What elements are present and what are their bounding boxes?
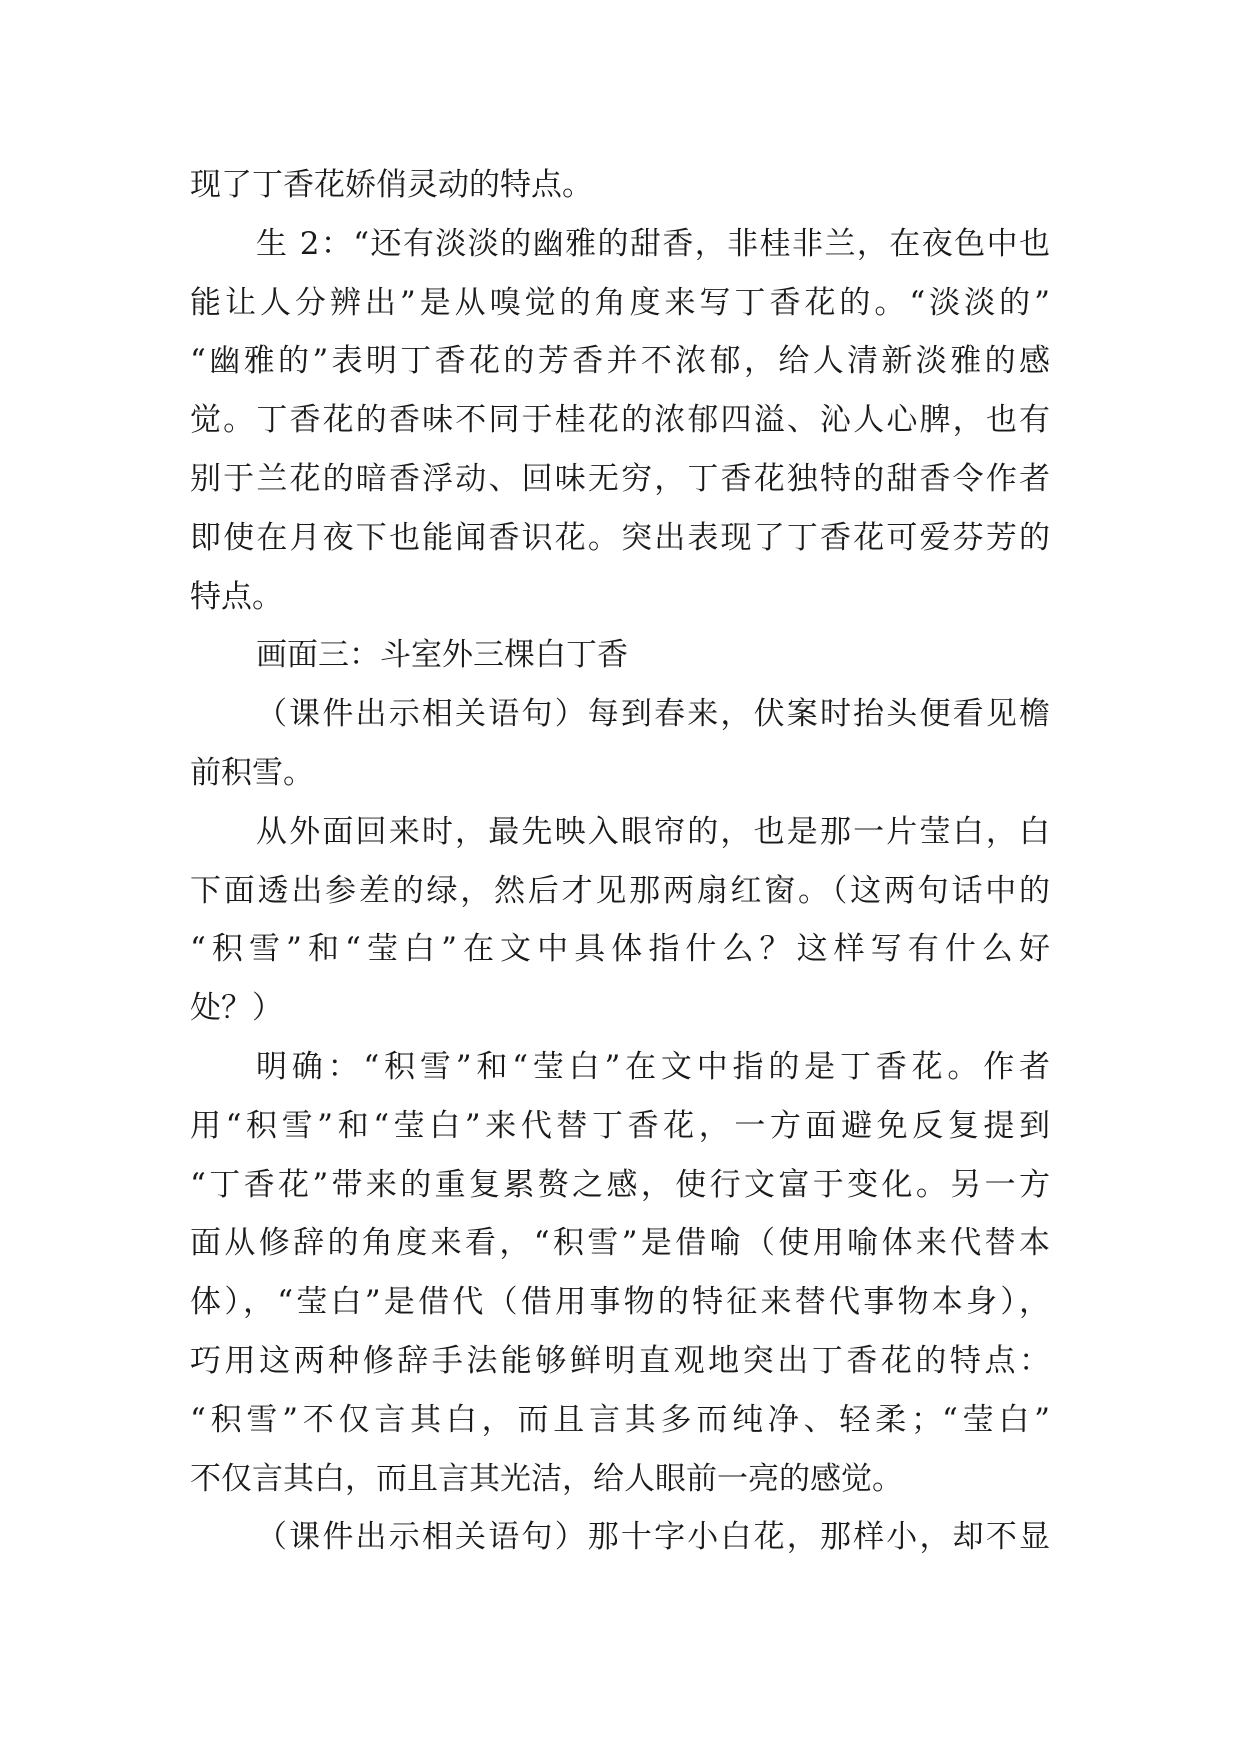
paragraph-first-line: 明确：“积雪”和“莹白”在文中指的是丁香花。作者 xyxy=(256,1048,1050,1085)
paragraph-line: “积雪”和“莹白”在文中具体指什么？这样写有什么好 xyxy=(190,931,1050,968)
paragraph-line: “丁香花”带来的重复累赘之感，使行文富于变化。另一方 xyxy=(190,1166,1050,1203)
paragraph-line: 觉。丁香花的香味不同于桂花的浓郁四溢、沁人心脾，也有 xyxy=(190,402,1050,439)
paragraph-line: 前积雪。 xyxy=(190,754,314,791)
paragraph-line: 现了丁香花娇俏灵动的特点。 xyxy=(190,167,593,203)
paragraph-line: 不仅言其白，而且言其光洁，给人眼前一亮的感觉。 xyxy=(190,1460,903,1497)
paragraph-first-line: （课件出示相关语句）那十字小白花，那样小，却不显 xyxy=(256,1519,1050,1556)
document-body xyxy=(190,156,1050,1567)
paragraph-line: 即使在月夜下也能闻香识花。突出表现了丁香花可爱芬芳的 xyxy=(190,519,1050,556)
paragraph-line: 体），“莹白”是借代（借用事物的特征来替代事物本身）， xyxy=(190,1284,1050,1321)
paragraph-line: 面从修辞的角度来看，“积雪”是借喻（使用喻体来代替本 xyxy=(190,1225,1050,1262)
paragraph-line: “幽雅的”表明丁香花的芳香并不浓郁，给人清新淡雅的感 xyxy=(190,343,1050,380)
paragraph-line: 特点。 xyxy=(190,578,283,615)
paragraph-line: 别于兰花的暗香浮动、回味无穷，丁香花独特的甜香令作者 xyxy=(190,460,1050,497)
paragraph-line: 巧用这两种修辞手法能够鲜明直观地突出丁香花的特点： xyxy=(190,1342,1050,1379)
paragraph-first-line: 画面三：斗室外三棵白丁香 xyxy=(256,637,628,674)
paragraph-first-line: 从外面回来时，最先映入眼帘的，也是那一片莹白，白 xyxy=(256,813,1050,850)
paragraph-first-line: 生 2：“还有淡淡的幽雅的甜香，非桂非兰，在夜色中也 xyxy=(256,225,1050,262)
paragraph-line: 处？） xyxy=(190,990,283,1027)
paragraph-line: 下面透出参差的绿，然后才见那两扇红窗。（这两句话中的 xyxy=(190,872,1050,909)
paragraph-line: 能让人分辨出”是从嗅觉的角度来写丁香花的。“淡淡的” xyxy=(190,284,1050,321)
paragraph-first-line: （课件出示相关语句）每到春来，伏案时抬头便看见檐 xyxy=(256,696,1050,733)
paragraph-line: “积雪”不仅言其白，而且言其多而纯净、轻柔；“莹白” xyxy=(190,1401,1050,1438)
paragraph-line: 用“积雪”和“莹白”来代替丁香花，一方面避免反复提到 xyxy=(190,1107,1050,1144)
